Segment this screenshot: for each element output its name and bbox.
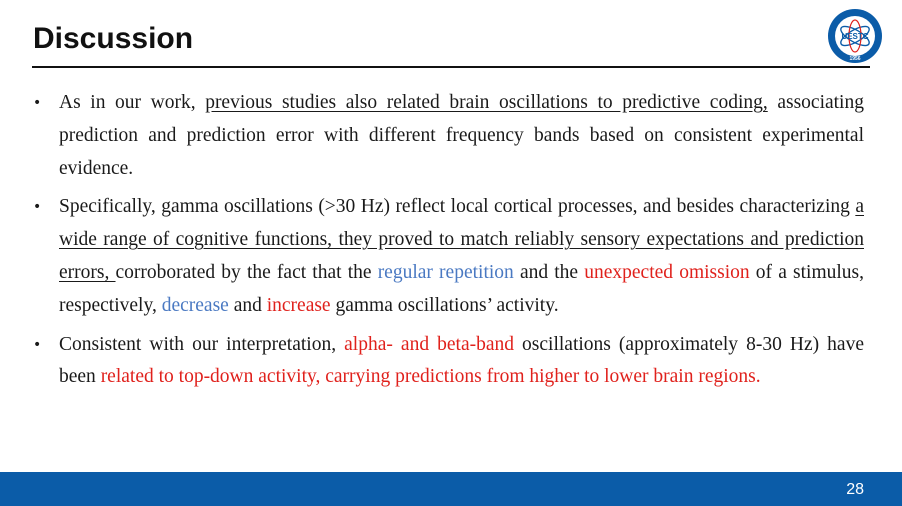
bullet-list <box>33 87 864 400</box>
bullet-text-segment: Consistent with our interpretation, <box>59 333 345 355</box>
bullet-text-segment: and the <box>513 261 585 283</box>
bullet-dot-icon: • <box>33 336 42 353</box>
bullet-text-segment: regular repetition <box>377 261 514 283</box>
bullet-text-segment: oscillations (approximately 8-30 Hz) have been <box>59 333 864 388</box>
logo-year: 1956 <box>849 56 861 62</box>
logo-text: UESTC <box>841 32 869 41</box>
bullet-text-segment: previous studies also related brain oscillations to predictive coding, <box>205 92 768 113</box>
bullet-item <box>33 329 864 395</box>
bullet-dot-icon: • <box>33 199 42 216</box>
bullet-text-segment: Specifically, gamma oscillations (>30 Hz) reflect local cortical processes, and besides characterizing <box>59 196 856 218</box>
bullet-text-segment: increase <box>266 294 331 316</box>
university-logo <box>827 8 883 64</box>
bullet-text-segment: associating prediction and prediction error with different frequency bands based on consistent experimental evidence. <box>59 92 864 179</box>
bullet-text-segment: a wide range of cognitive functions, they proved to match reliably sensory expectations and prediction errors, <box>59 196 864 283</box>
bullet-text-segment: of a stimulus, respectively, <box>59 261 864 316</box>
title-divider <box>32 66 870 68</box>
bullet-text-segment: gamma oscillations’ activity. <box>330 294 559 316</box>
bullet-dot-icon: • <box>33 95 42 111</box>
bullet-text-segment: As in our work, <box>59 92 206 113</box>
bullet-item <box>33 191 864 322</box>
bullet-text-segment: decrease <box>161 294 229 316</box>
page-number: 28 <box>846 481 864 498</box>
bullet-text-segment: alpha- and beta-band <box>344 333 514 355</box>
bullet-item <box>33 87 864 185</box>
bullet-text-segment: related to top-down activity, carrying predictions from higher to lower brain regions. <box>100 366 761 388</box>
bullet-text-segment: and <box>228 294 267 316</box>
slide-title: Discussion <box>33 22 194 55</box>
footer-bar <box>0 472 902 506</box>
bullet-text-segment: corroborated by the fact that the <box>115 261 378 283</box>
bullet-text-segment: unexpected omission <box>584 261 750 283</box>
